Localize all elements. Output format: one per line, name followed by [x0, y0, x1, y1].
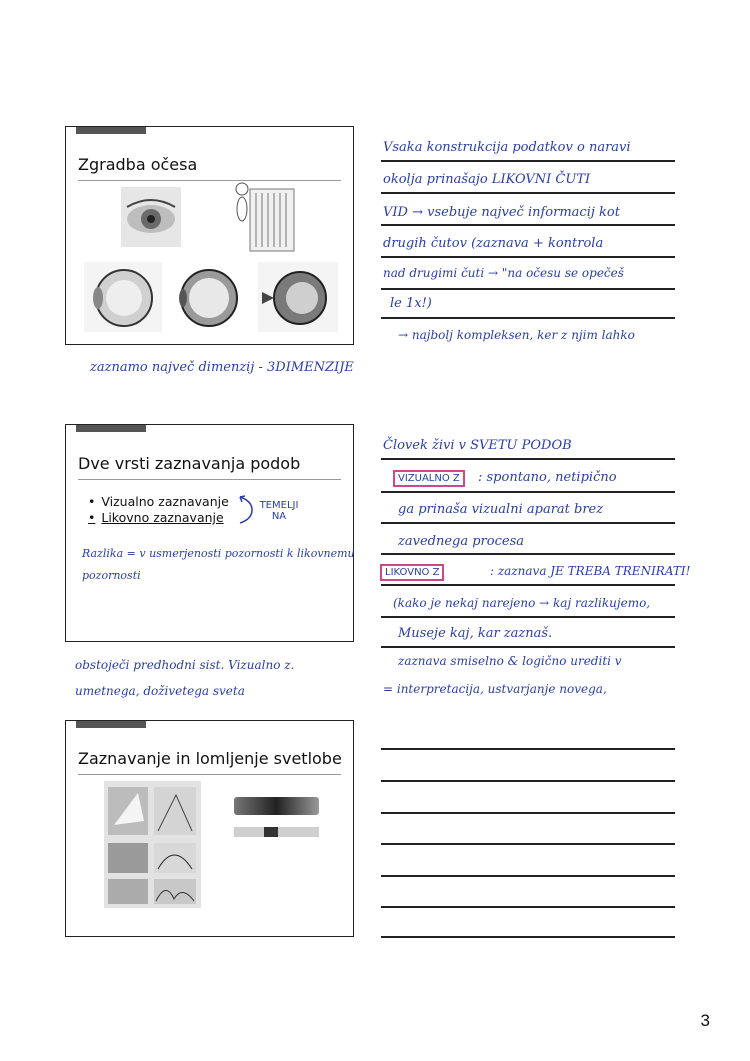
title-divider — [78, 479, 341, 480]
handwritten-note: ga prinaša vizualni aparat brez — [398, 502, 604, 517]
handwritten-note: → najbolj kompleksen, ker z njim lahko — [398, 328, 635, 342]
note-underline — [381, 748, 675, 750]
handwritten-note: nad drugimi čuti → "na očesu se opečeš — [383, 266, 624, 280]
handwritten-note: : spontano, netipično — [478, 470, 617, 485]
note-underline — [381, 936, 675, 938]
note-underline — [381, 317, 675, 319]
handwritten-note: drugih čutov (zaznava + kontrola — [383, 236, 604, 251]
handwritten-note: VID → vsebuje največ informacij kot — [383, 205, 620, 220]
note-underline — [381, 288, 675, 290]
eye-cross-section-figure-3 — [258, 262, 338, 332]
slide-title: Dve vrsti zaznavanja podob — [78, 454, 301, 473]
eye-cross-section-figure-2 — [171, 262, 246, 332]
note-underline — [381, 553, 675, 555]
handwritten-note: Vsaka konstrukcija podatkov o naravi — [383, 140, 631, 155]
handwritten-note: umetnega, doživetega sveta — [75, 684, 245, 698]
note-underline — [381, 780, 675, 782]
bracket-arrow-icon — [236, 495, 258, 525]
highlight-box-likovno: LIKOVNO Z — [380, 564, 444, 581]
note-underline — [381, 256, 675, 258]
slide-header-bar — [76, 721, 146, 728]
handwritten-note: = interpretacija, ustvarjanje novega, — [383, 682, 607, 696]
note-underline — [381, 812, 675, 814]
note-underline — [381, 522, 675, 524]
handwritten-note: (kako je nekaj narejeno → kaj razlikujemo, — [393, 596, 651, 610]
note-underline — [381, 843, 675, 845]
handwritten-note: Museje kaj, kar zaznaš. — [398, 626, 553, 641]
handwritten-note: : zaznava JE TREBA TRENIRATI! — [490, 564, 691, 578]
bullet-item: • Vizualno zaznavanje — [88, 494, 229, 509]
handwritten-note: TEMELJI NA — [259, 500, 299, 522]
note-underline — [381, 906, 675, 908]
retina-diagram-figure — [234, 179, 299, 259]
note-underline — [381, 584, 675, 586]
handwritten-note: zavednega procesa — [398, 534, 524, 549]
slide-1 — [65, 126, 354, 345]
light-refraction-figure — [104, 781, 201, 908]
slide-header-bar — [76, 425, 146, 432]
note-underline — [381, 875, 675, 877]
bullet-item: • Likovno zaznavanje — [88, 510, 229, 525]
handwritten-note: zaznamo največ dimenzij - 3DIMENZIJE — [90, 360, 354, 375]
handwritten-note: pozornosti — [82, 569, 141, 582]
handwritten-note: okolja prinašajo LIKOVNI ČUTI — [383, 172, 591, 187]
handwritten-note: obstoječi predhodni sist. Vizualno z. — [75, 658, 295, 672]
slide-3 — [65, 720, 354, 937]
title-divider — [78, 180, 341, 181]
eye-anatomy-figure — [121, 187, 181, 247]
note-underline — [381, 646, 675, 648]
title-divider — [78, 774, 341, 775]
light-spectrum-figure — [234, 789, 319, 839]
slide-title: Zaznavanje in lomljenje svetlobe — [78, 749, 342, 768]
eye-cross-section-figure-1 — [84, 262, 162, 332]
highlight-box-vizualno: VIZUALNO Z — [393, 470, 465, 487]
bullet-list — [88, 493, 229, 526]
handwritten-note: Razlika = v usmerjenosti pozornosti k likovnemu — [82, 547, 355, 560]
note-underline — [381, 192, 675, 194]
note-underline — [381, 616, 675, 618]
page-number: 3 — [700, 1011, 710, 1030]
note-underline — [381, 491, 675, 493]
slide-header-bar — [76, 127, 146, 134]
note-underline — [381, 160, 675, 162]
slide-title: Zgradba očesa — [78, 155, 198, 174]
handwritten-note: zaznava smiselno & logično urediti v — [398, 654, 622, 668]
slide-2 — [65, 424, 354, 642]
handwritten-note: Človek živi v SVETU PODOB — [383, 438, 572, 453]
note-underline — [381, 224, 675, 226]
handwritten-note: le 1x!) — [390, 296, 432, 311]
note-underline — [381, 458, 675, 460]
